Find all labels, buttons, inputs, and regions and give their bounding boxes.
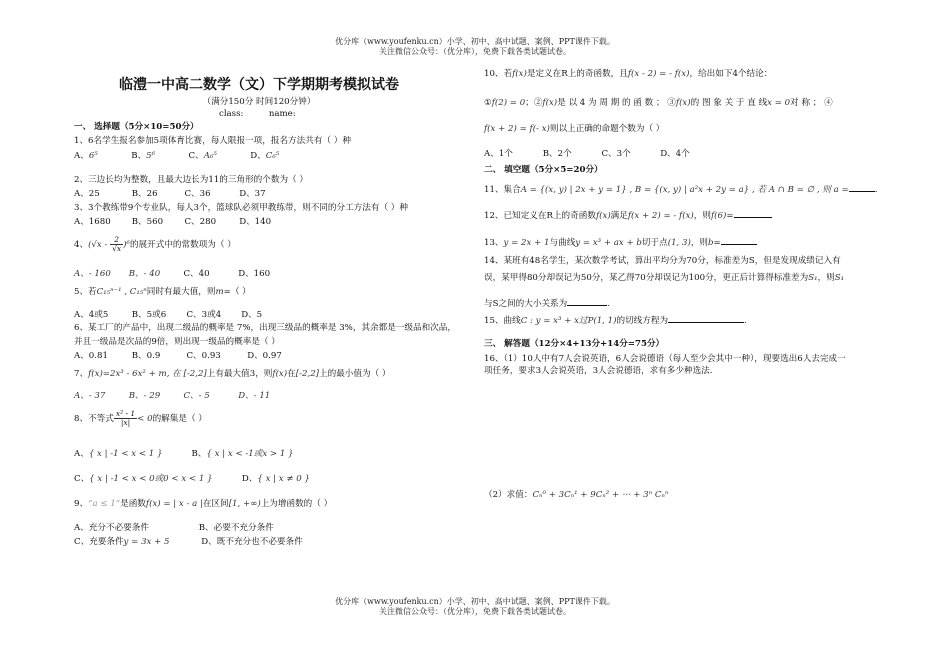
q12-prefix: 12、已知定义在R上的奇函数 bbox=[484, 211, 596, 221]
q3-stem: 3、3个教练带9个专业队，每人3个，篮球队必须甲教练带，则不同的分工方法有（ ）种 bbox=[74, 203, 408, 213]
q4-frac-den: √x bbox=[112, 244, 122, 253]
q3-option-b: B、560 bbox=[131, 217, 164, 227]
q5-math: C₁₅ⁿ⁻¹ , C₁₅ⁿ bbox=[96, 287, 147, 297]
footer-line-1: 优分库（www.youfenku.cn）小学、初中、高中试题、案例、PPT课件下载。 bbox=[335, 597, 615, 606]
q1-option-c: C、 bbox=[188, 151, 204, 161]
q16-part-2-math: Cₙ⁰ + 3Cₙ¹ + 9Cₙ² + ⋯ + 3ⁿ Cₙⁿ bbox=[532, 490, 669, 500]
q8-options-row-1 bbox=[74, 449, 294, 460]
q10-stem bbox=[484, 69, 772, 80]
q11-stem bbox=[484, 182, 877, 196]
q10-conclusions-line-2 bbox=[484, 124, 664, 135]
q16-part-2 bbox=[484, 490, 668, 501]
q5-option-c: C、3或4 bbox=[186, 310, 222, 320]
q6-line-2: 并且一级品是次品的9倍，则出现一级品的概率是（ ） bbox=[74, 337, 280, 347]
q10-prefix: 10、若 bbox=[484, 69, 513, 79]
q4-option-b: B、- 40 bbox=[128, 269, 161, 279]
q7-math2: f(x) bbox=[272, 369, 288, 379]
q1-option-b-math: 5⁶ bbox=[146, 151, 156, 161]
q6-option-b: B、0.9 bbox=[131, 351, 161, 361]
q7-math3: [-2,2] bbox=[295, 369, 320, 379]
q10-option-a: A、1个 bbox=[484, 149, 513, 159]
q16-part-2-label: （2）求值： bbox=[484, 490, 533, 500]
q10-conclusions-line-1 bbox=[484, 98, 833, 109]
q4-option-a: A、- 160 bbox=[74, 269, 111, 279]
exam-subtitle: （满分150分 时间120分钟） bbox=[202, 97, 316, 107]
q10-mid: 是定义在R上的奇函数，且 bbox=[526, 69, 628, 79]
q8-option-b-math: { x | x < -1或x > 1 } bbox=[206, 449, 294, 459]
footer-line-2: 关注微信公众号：（优分库），免费下载各类试题试卷。 bbox=[379, 607, 571, 616]
q4-stem bbox=[74, 236, 236, 253]
q3-option-c: C、280 bbox=[184, 217, 217, 227]
q15-answer-blank[interactable] bbox=[668, 313, 744, 323]
q5-mid: 同时有最大值，则 bbox=[146, 287, 216, 297]
q4-option-d: D、160 bbox=[238, 269, 271, 279]
q7-prefix: 7、 bbox=[74, 369, 89, 379]
q14-line-2-math2: S₁ bbox=[834, 273, 845, 283]
q8-options-row-2 bbox=[74, 474, 310, 485]
q13-mid3: ，则 bbox=[690, 238, 709, 248]
q9-options-row-2 bbox=[74, 537, 303, 548]
q9-option-c-math: y = 3x + 5 bbox=[123, 537, 170, 547]
q14-line-3-end: . bbox=[607, 299, 610, 309]
q9-math2: f(x) = | x - a | bbox=[145, 499, 203, 509]
q1-option-b: B、 bbox=[131, 151, 147, 161]
q7-mid: 上有最大值3，则 bbox=[206, 369, 273, 379]
q5-prefix: 5、若 bbox=[74, 287, 97, 297]
q13-math2: y = x³ + ax + b bbox=[575, 238, 642, 248]
q3-option-d: D、140 bbox=[239, 217, 272, 227]
q10-c2-text: 是 以 4 为 周 期 的 函 数 ； ③ bbox=[557, 98, 676, 108]
q13-stem bbox=[484, 235, 757, 249]
section-2-heading: 二、 填空题（5分×5=20分） bbox=[484, 165, 603, 175]
q6-options bbox=[74, 351, 282, 362]
q10-c2: ；② bbox=[525, 98, 543, 108]
q2-option-b: B、26 bbox=[131, 189, 158, 199]
q13-prefix: 13、 bbox=[484, 238, 504, 248]
q1-option-d-math: C₆⁵ bbox=[265, 151, 280, 161]
q12-math2: f(x + 2) = - f(x) bbox=[627, 211, 694, 221]
q7-option-a: A、- 37 bbox=[74, 391, 106, 401]
q9-mid: 是函数 bbox=[120, 499, 146, 509]
q11-answer-blank[interactable] bbox=[849, 182, 875, 192]
q10-option-d: D、4个 bbox=[660, 149, 690, 159]
q10-c3-end: 对 称 ； ④ bbox=[790, 98, 833, 108]
q11-suffix: . bbox=[874, 185, 878, 195]
q9-suffix: 上为增函数的（ ） bbox=[260, 499, 333, 509]
name-label: name: bbox=[268, 109, 296, 119]
q2-option-a: A、25 bbox=[74, 189, 100, 199]
q6-line-1: 6、某工厂的产品中，出现二级品的概率是 7%，出现三级品的概率是 3%，其余都是一级品和次品， bbox=[74, 323, 456, 333]
q11-math: A = {(x, y) | 2x + y = 1} , B = {(x, y) | a²x + 2y = a} , 若 A ∩ B = ∅ , 则 a = bbox=[520, 185, 849, 195]
q13-suffix: = bbox=[713, 238, 721, 248]
q2-option-d: D、37 bbox=[239, 189, 266, 199]
q9-stem bbox=[74, 499, 332, 510]
q14-answer-blank[interactable] bbox=[567, 296, 607, 306]
q4-option-c: C、40 bbox=[183, 269, 210, 279]
q8-frac-den: |x| bbox=[120, 418, 131, 427]
q9-mid2: 在区间 bbox=[202, 499, 229, 509]
q9-prefix: 9、 bbox=[74, 499, 89, 509]
q1-option-d: D、 bbox=[250, 151, 266, 161]
q15-prefix: 15、曲线 bbox=[484, 316, 521, 326]
q9-option-c: C、充要条件 bbox=[74, 537, 124, 547]
q4-options bbox=[74, 269, 270, 280]
q7-stem bbox=[74, 369, 391, 380]
q5-options bbox=[74, 310, 262, 321]
q16-line-1: 16、（1）10人中有7人会说英语，6人会说德语（每人至少会其中一种），现要选出6人去完成一 bbox=[484, 354, 846, 364]
q13-math1: y = 2x + 1 bbox=[503, 238, 550, 248]
q15-stem bbox=[484, 313, 747, 327]
q14-line-2-math: S₁ bbox=[808, 273, 818, 283]
q8-option-d-math: { x | x ≠ 0 } bbox=[257, 474, 310, 484]
q10-c3-math2: x = 0 bbox=[767, 98, 791, 108]
q6-option-c: C、0.93 bbox=[186, 351, 221, 361]
q10-c3-math: f(x) bbox=[675, 98, 691, 108]
q7-suffix: 上的最小值为（ ） bbox=[319, 369, 391, 379]
q15-suffix: 的切线方程为 bbox=[616, 316, 669, 326]
q8-math-after: < 0 bbox=[137, 414, 153, 424]
q10-math1: f(x) bbox=[512, 69, 527, 79]
q9-math3: [1, +∞) bbox=[228, 499, 261, 509]
q2-options bbox=[74, 189, 266, 200]
section-1-heading: 一、 选择题（5分×10=50分） bbox=[74, 122, 199, 132]
q13-var: b bbox=[708, 238, 714, 248]
q13-math3: (1, 3) bbox=[667, 238, 691, 248]
q4-prefix: 4、 bbox=[74, 240, 89, 250]
q5-option-a: A、4或5 bbox=[74, 310, 109, 320]
q13-answer-blank[interactable] bbox=[721, 235, 757, 245]
q3-option-a: A、1680 bbox=[74, 217, 111, 227]
q3-options bbox=[74, 217, 271, 228]
q12-mid: 满足 bbox=[610, 211, 628, 221]
q4-fraction bbox=[110, 236, 123, 253]
q7-math: f(x)=2x³ - 6x² + m, 在 [-2,2] bbox=[88, 369, 207, 379]
section-3-heading: 三、 解答题（12分×4+13分+14分=75分） bbox=[484, 339, 665, 349]
q1-stem: 1、6名学生报名参加5项体育比赛，每人限报一项，报名方法共有（ ）种 bbox=[74, 136, 351, 146]
q8-prefix: 8、不等式 bbox=[74, 414, 114, 424]
q14-line-2 bbox=[484, 273, 844, 284]
exam-title: 临澧一中高二数学（文）下学期期考模拟试卷 bbox=[119, 77, 399, 93]
q10-suffix: ，给出如下4个结论： bbox=[689, 69, 773, 79]
q8-option-c-math: { x | -1 < x < 0或0 < x < 1 } bbox=[89, 474, 213, 484]
q14-line-2a: 误，某甲得80分却误记为50分，某乙得70分却误记为100分，更正后计算得标准差为 bbox=[484, 273, 809, 283]
q12-suffix: = bbox=[726, 211, 734, 221]
q15-end: . bbox=[744, 316, 747, 326]
q8-option-d: D、 bbox=[241, 474, 258, 484]
q8-option-b: B、 bbox=[191, 449, 207, 459]
q5-stem bbox=[74, 287, 251, 298]
q11-prefix: 11、集合 bbox=[484, 185, 521, 195]
q9-option-a: A、充分不必要条件 bbox=[74, 523, 149, 533]
q7-options bbox=[74, 391, 270, 402]
q7-mid2: 在 bbox=[287, 369, 296, 379]
q7-option-c: C、- 5 bbox=[183, 391, 210, 401]
q4-suffix: 的展开式中的常数项为（ ） bbox=[129, 240, 236, 250]
q12-answer-blank[interactable] bbox=[734, 208, 772, 218]
q5-suffix: =（ ） bbox=[223, 287, 251, 297]
q10-c1: ① bbox=[484, 98, 492, 108]
class-label: class: bbox=[219, 109, 244, 119]
q15-math: C : y = x³ + x过P(1, 1) bbox=[520, 316, 617, 326]
q8-option-a-math: { x | -1 < x < 1 } bbox=[88, 449, 163, 459]
q10-option-c: C、3个 bbox=[601, 149, 631, 159]
q2-option-c: C、36 bbox=[184, 189, 211, 199]
q5-option-d: D、5 bbox=[241, 310, 263, 320]
q6-option-d: D、0.97 bbox=[247, 351, 282, 361]
q14-line-3-text: 与S之间的大小关系为 bbox=[484, 299, 568, 309]
page-header bbox=[0, 37, 950, 57]
q10-option-b: B、2个 bbox=[542, 149, 572, 159]
q12-mid2: ，则 bbox=[693, 211, 711, 221]
q1-option-c-math: A₆⁵ bbox=[203, 151, 217, 161]
q13-mid2: 切于点 bbox=[641, 238, 668, 248]
header-line-2: 关注微信公众号：（优分库），免费下载各类试题试卷。 bbox=[379, 47, 571, 56]
q2-stem: 2、三边长均为整数，且最大边长为11的三角形的个数为（ ） bbox=[74, 175, 308, 185]
q4-math-close: )⁶ bbox=[123, 240, 130, 250]
q5-var: m bbox=[215, 287, 224, 297]
q10-math2: f(x - 2) = - f(x) bbox=[627, 69, 690, 79]
q8-frac-num: x² - 1 bbox=[115, 409, 136, 418]
q14-line-2b: ，则 bbox=[817, 273, 835, 283]
q8-fraction bbox=[114, 410, 137, 427]
q12-math1: f(x) bbox=[595, 211, 611, 221]
q12-stem bbox=[484, 208, 772, 222]
q9-option-b: B、必要不充分条件 bbox=[198, 523, 274, 533]
q7-option-d: D、- 11 bbox=[238, 391, 271, 401]
q12-math3: f(6) bbox=[710, 211, 727, 221]
q8-stem bbox=[74, 410, 207, 427]
q10-c4-math: f(x + 2) = f(- x) bbox=[484, 124, 550, 134]
q9-math1: “a ≤ 1” bbox=[88, 499, 121, 509]
q6-option-a: A、0.81 bbox=[74, 351, 108, 361]
q8-option-c: C、 bbox=[74, 474, 90, 484]
q9-option-d: D、既不充分也不必要条件 bbox=[201, 537, 303, 547]
q8-suffix: 的解集是（ ） bbox=[152, 414, 207, 424]
q14-line-1: 14、某班有48名学生，某次数学考试，算出平均分为70分，标准差为S，但是发现成绩记入有 bbox=[484, 256, 841, 266]
q13-mid: 与曲线 bbox=[549, 238, 576, 248]
class-name-line bbox=[219, 109, 296, 120]
q8-option-a: A、 bbox=[74, 449, 89, 459]
q16-line-2: 项任务，要求3人会说英语，3人会说德语，求有多少种选法. bbox=[484, 366, 713, 376]
q1-option-a: A、 bbox=[74, 151, 89, 161]
q10-c1-math: f(2) = 0 bbox=[491, 98, 526, 108]
q10-c3-text: 的 图 象 关 于 直 线 bbox=[690, 98, 768, 108]
q14-line-3 bbox=[484, 296, 610, 310]
q9-options-row-1 bbox=[74, 523, 274, 534]
q4-frac-num: 2 bbox=[110, 236, 123, 245]
q10-options bbox=[484, 149, 690, 160]
header-line-1: 优分库（www.youfenku.cn）小学、初中、高中试题、案例、PPT课件下载。 bbox=[335, 37, 615, 46]
q10-c2-math: f(x) bbox=[542, 98, 558, 108]
q10-c4-text: 则以上正确的命题个数为（ ） bbox=[549, 124, 665, 134]
q1-options bbox=[74, 151, 279, 162]
q4-math-open: (√x - bbox=[88, 240, 111, 250]
page-footer bbox=[0, 597, 950, 617]
q7-option-b: B、- 29 bbox=[128, 391, 161, 401]
q1-option-a-math: 6⁵ bbox=[88, 151, 98, 161]
q5-option-b: B、5或6 bbox=[131, 310, 167, 320]
